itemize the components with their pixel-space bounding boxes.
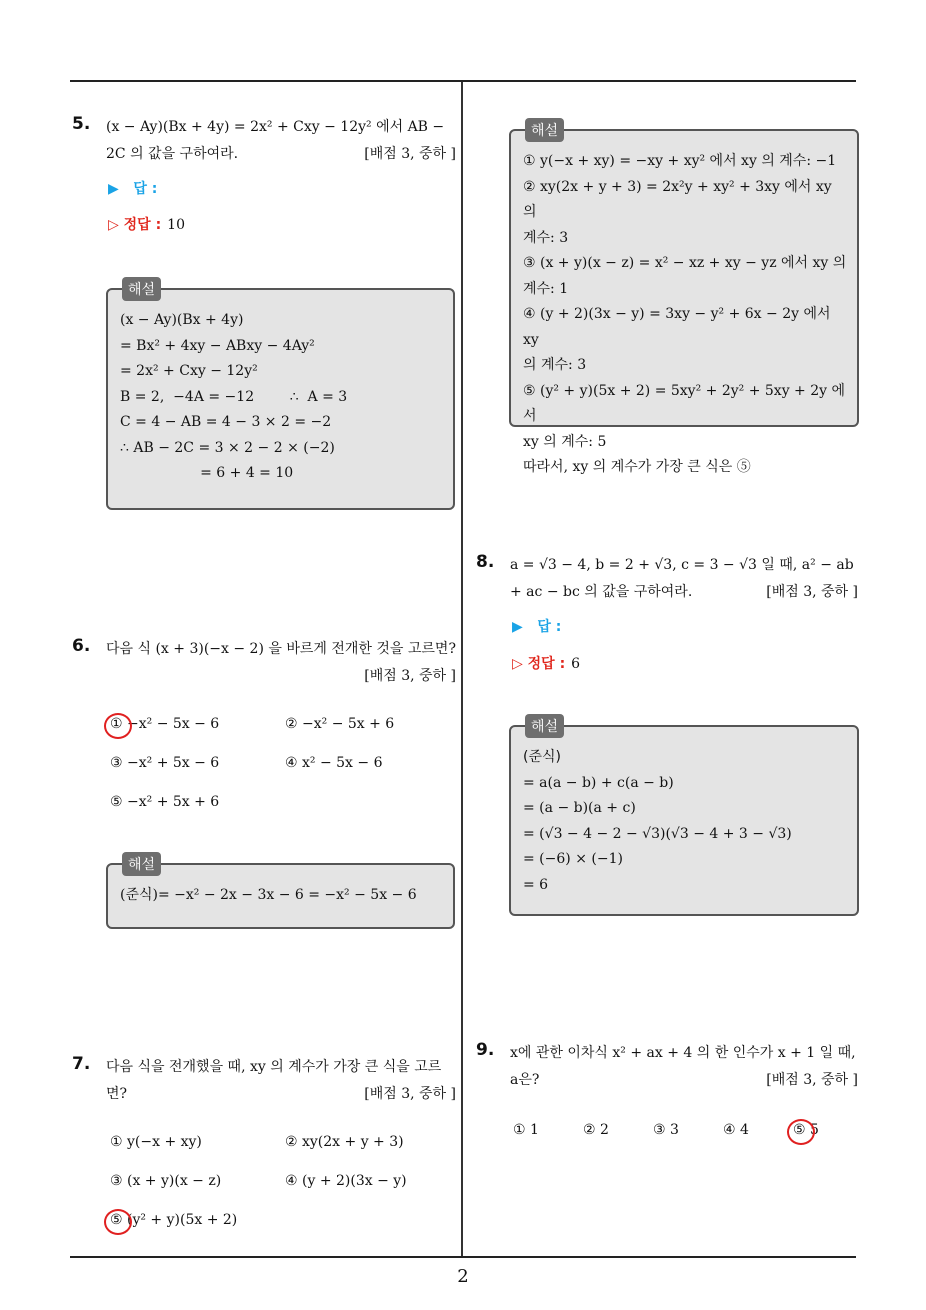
explanation-line: ① y(−x + xy) = −xy + xy² 에서 xy 의 계수: −1 xyxy=(523,153,837,169)
question-5 xyxy=(72,114,456,168)
question-text xyxy=(510,552,858,606)
question-number: 5. xyxy=(72,114,91,134)
question-6 xyxy=(72,636,456,690)
question-number: 8. xyxy=(476,552,495,572)
explanation-line: 의 계수: 3 xyxy=(523,357,587,373)
explanation-line: = 6 + 4 = 10 xyxy=(120,465,294,481)
explanation-tag: 해설 xyxy=(525,118,564,142)
explanation-line: (x − Ay)(Bx + 4y) xyxy=(120,312,244,328)
page-number: 2 xyxy=(457,1266,469,1287)
solution-line: ▷ 정답 : 10 xyxy=(108,217,185,233)
explanation-line: ⑤ (y² + y)(5x + 2) = 5xy² + 2y² + 5xy + 2y 에서 xyxy=(523,382,846,424)
answer-value: 6 xyxy=(571,656,581,672)
choice-3[interactable]: ③ 3 xyxy=(653,1122,679,1138)
explanation-box-8 xyxy=(509,719,859,916)
explanation-line: ④ (y + 2)(3x − y) = 3xy − y² + 6x − 2y 에서 xy xyxy=(523,306,831,348)
explanation-line: (준식)= −x² − 2x − 3x − 6 = −x² − 5x − 6 xyxy=(120,887,417,903)
choice-2[interactable]: ② 2 xyxy=(583,1122,609,1138)
explanation-line: ③ (x + y)(x − z) = x² − xz + xy − yz 에서 xy 의 xyxy=(523,255,847,271)
explanation-line: B = 2, −4A = −12 ∴ A = 3 xyxy=(120,388,348,405)
answer-mark-circle xyxy=(104,713,132,739)
explanation-line: = (√3 − 4 − 2 − √3)(√3 − 4 + 3 − √3) xyxy=(523,825,792,842)
choice-2[interactable]: ② xy(2x + y + 3) xyxy=(285,1134,404,1150)
question-number: 6. xyxy=(72,636,91,656)
explanation-tag: 해설 xyxy=(122,852,161,876)
explanation-line: 계수: 3 xyxy=(523,229,569,246)
explanation-line: ② xy(2x + y + 3) = 2x²y + xy² + 3xy 에서 xy 의 xyxy=(523,178,832,220)
explanation-line: 계수: 1 xyxy=(523,280,569,297)
explanation-line: = a(a − b) + c(a − b) xyxy=(523,774,674,791)
question-text xyxy=(106,636,456,684)
points-label: [배점 3, 중하 ] xyxy=(364,1086,456,1102)
explanation-line: xy 의 계수: 5 xyxy=(523,433,607,450)
question-7 xyxy=(72,1054,456,1108)
explanation-line: = 2x² + Cxy − 12y² xyxy=(120,363,258,379)
bottom-rule xyxy=(70,1256,856,1258)
choice-5[interactable]: ⑤ −x² + 5x + 6 xyxy=(110,794,220,810)
explanation-line: = (a − b)(a + c) xyxy=(523,800,636,816)
choice-4[interactable]: ④ x² − 5x − 6 xyxy=(285,755,383,771)
explanation-box-7 xyxy=(509,123,859,475)
explanation-line: = (−6) × (−1) xyxy=(523,851,623,867)
top-rule xyxy=(70,80,856,82)
question-text xyxy=(106,1054,456,1108)
explanation-line: (준식) xyxy=(523,749,561,765)
explanation-line: = 6 xyxy=(523,876,549,893)
choice-1[interactable]: ① y(−x + xy) xyxy=(110,1134,202,1150)
question-number: 7. xyxy=(72,1054,91,1074)
explanation-box-5 xyxy=(106,282,455,510)
question-text xyxy=(510,1040,858,1094)
choice-2[interactable]: ② −x² − 5x + 6 xyxy=(285,716,395,732)
answer-line: ▶ 답 : xyxy=(512,619,562,635)
question-body: 다음 식을 전개했을 때, xy 의 계수가 가장 큰 식을 고르면? xyxy=(106,1059,442,1102)
choice-5[interactable]: ⑤ (y² + y)(5x + 2) xyxy=(110,1212,238,1228)
points-label: [배점 3, 중하 ] xyxy=(364,146,456,162)
choice-4[interactable]: ④ 4 xyxy=(723,1122,749,1138)
choice-1[interactable]: ① 1 xyxy=(513,1122,539,1138)
points-label: [배점 3, 중하 ] xyxy=(766,1072,858,1088)
question-body: 다음 식 (x + 3)(−x − 2) 을 바르게 전개한 것을 고르면? xyxy=(106,641,456,657)
question-body: a = √3 − 4, b = 2 + √3, c = 3 − √3 일 때, a² − ab + ac − bc 의 값을 구하여라. xyxy=(510,557,854,600)
choice-1[interactable]: ① −x² − 5x − 6 xyxy=(110,716,220,732)
question-9 xyxy=(476,1040,858,1094)
explanation-line: = Bx² + 4xy − ABxy − 4Ay² xyxy=(120,337,315,354)
choice-3[interactable]: ③ (x + y)(x − z) xyxy=(110,1173,222,1189)
question-body: x에 관한 이차식 x² + ax + 4 의 한 인수가 x + 1 일 때, a은? xyxy=(510,1045,856,1088)
answer-line: ▶ 답 : xyxy=(108,181,158,197)
choice-4[interactable]: ④ (y + 2)(3x − y) xyxy=(285,1173,407,1189)
choice-3[interactable]: ③ −x² + 5x − 6 xyxy=(110,755,220,771)
question-body: (x − Ay)(Bx + 4y) = 2x² + Cxy − 12y² 에서 AB − 2C 의 값을 구하여라. xyxy=(106,119,445,162)
explanation-line: ∴ AB − 2C = 3 × 2 − 2 × (−2) xyxy=(120,439,335,456)
explanation-tag: 해설 xyxy=(122,277,161,301)
solution-line: ▷ 정답 : 6 xyxy=(512,656,581,672)
question-8 xyxy=(476,552,858,606)
explanation-line: 따라서, xy 의 계수가 가장 큰 식은 ⑤ xyxy=(523,459,751,475)
answer-value: 10 xyxy=(167,217,185,233)
choice-5[interactable]: ⑤ 5 xyxy=(793,1122,819,1138)
answer-mark-circle xyxy=(104,1209,132,1235)
points-label: [배점 3, 중하 ] xyxy=(766,584,858,600)
explanation-line: C = 4 − AB = 4 − 3 × 2 = −2 xyxy=(120,414,332,430)
question-number: 9. xyxy=(476,1040,495,1060)
explanation-tag: 해설 xyxy=(525,714,564,738)
explanation-box-6 xyxy=(106,857,455,929)
points-label: [배점 3, 중하 ] xyxy=(364,668,456,684)
column-divider xyxy=(461,82,463,1256)
answer-mark-circle xyxy=(787,1119,815,1145)
question-text xyxy=(106,114,456,168)
